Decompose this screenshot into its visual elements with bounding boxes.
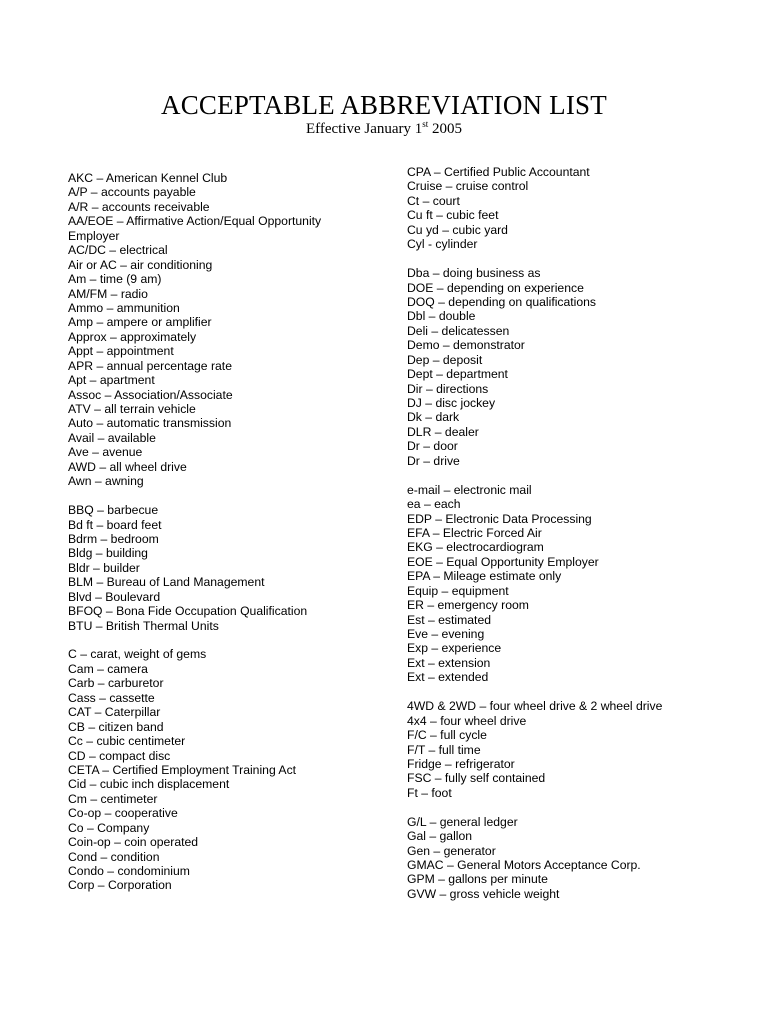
- abbreviation-entry: BFOQ – Bona Fide Occupation Qualification: [68, 604, 308, 619]
- abbreviation-entry: EFA – Electric Forced Air: [407, 525, 542, 540]
- abbreviation-entry: CB – citizen band: [68, 719, 164, 734]
- abbreviation-entry: CD – compact disc: [68, 748, 171, 763]
- abbreviation-entry: Ext – extension: [407, 655, 491, 670]
- abbreviation-entry: EKG – electrocardiogram: [407, 540, 544, 555]
- abbreviation-entry: GVW – gross vehicle weight: [407, 886, 560, 901]
- abbreviation-entry: ATV – all terrain vehicle: [68, 402, 196, 416]
- abbreviation-entry: C – carat, weight of gems: [68, 647, 207, 662]
- abbreviation-entry: Avail – available: [68, 430, 156, 445]
- abbreviation-entry: Bd ft – board feet: [68, 517, 162, 532]
- abbreviation-entry: Corp – Corporation: [68, 878, 172, 893]
- abbreviation-entry: Appt – appointment: [68, 344, 174, 359]
- abbreviation-entry: Blvd – Boulevard: [68, 589, 161, 604]
- abbreviation-entry: 4WD & 2WD – four wheel drive & 2 wheel drive: [407, 699, 663, 714]
- abbreviation-entry: Dk – dark: [407, 410, 460, 425]
- abbreviation-entry: Exp – experience: [407, 641, 502, 656]
- right-column: [407, 165, 727, 916]
- abbreviation-entry: CAT – Caterpillar: [68, 705, 161, 720]
- abbreviation-group: [407, 483, 727, 685]
- abbreviation-entry: F/C – full cycle: [407, 728, 487, 743]
- abbreviation-entry: Apt – apartment: [68, 373, 155, 388]
- abbreviation-entry: Gen – generator: [407, 843, 496, 858]
- abbreviation-entry: BBQ – barbecue: [68, 503, 159, 518]
- abbreviation-entry: DLR – dealer: [407, 424, 479, 439]
- abbreviation-entry: Carb – carburetor: [68, 676, 164, 691]
- abbreviation-entry: Approx – approximately: [68, 329, 197, 344]
- abbreviation-entry: BTU – British Thermal Units: [68, 618, 219, 633]
- abbreviation-entry: Dr – door: [407, 439, 458, 454]
- abbreviation-entry: AC/DC – electrical: [68, 243, 168, 258]
- abbreviation-entry: EOE – Equal Opportunity Employer: [407, 554, 599, 569]
- abbreviation-entry: Dep – deposit: [407, 352, 483, 367]
- abbreviation-entry: GPM – gallons per minute: [407, 872, 548, 887]
- abbreviation-entry: Cm – centimeter: [68, 791, 158, 806]
- abbreviation-entry: Cc – cubic centimeter: [68, 734, 186, 749]
- abbreviation-entry: Deli – delicatessen: [407, 323, 510, 338]
- abbreviation-entry: Dir – directions: [407, 381, 489, 396]
- abbreviation-entry: Awn – awning: [68, 474, 144, 489]
- abbreviation-entry: CETA – Certified Employment Training Act: [68, 762, 297, 777]
- abbreviation-entry: Cam – camera: [68, 661, 148, 676]
- abbreviation-entry: APR – annual percentage rate: [68, 358, 232, 373]
- abbreviation-entry: Dba – doing business as: [407, 266, 541, 281]
- abbreviation-entry: e-mail – electronic mail: [407, 482, 532, 497]
- abbreviation-entry: Cid – cubic inch displacement: [68, 777, 230, 792]
- abbreviation-entry: Ext – extended: [407, 670, 489, 685]
- abbreviation-entry: G/L – general ledger: [407, 814, 518, 829]
- abbreviation-group: [407, 165, 727, 252]
- abbreviation-entry: Fridge – refrigerator: [407, 756, 515, 771]
- abbreviation-entry: Ammo – ammunition: [68, 300, 180, 315]
- abbreviation-entry: Est – estimated: [407, 612, 491, 627]
- abbreviation-entry: ER – emergency room: [407, 598, 529, 613]
- abbreviation-entry: Dept – department: [407, 367, 508, 382]
- abbreviation-entry: 4x4 – four wheel drive: [407, 713, 527, 728]
- abbreviation-group: [68, 647, 378, 892]
- abbreviation-group: [407, 815, 727, 902]
- left-column: [68, 171, 378, 907]
- abbreviation-entry: Eve – evening: [407, 627, 485, 641]
- abbreviation-entry: AKC – American Kennel Club: [68, 171, 228, 185]
- abbreviation-entry: Gal – gallon: [407, 829, 473, 844]
- abbreviation-entry: Bldg – building: [68, 546, 148, 561]
- abbreviation-entry: ea – each: [407, 497, 461, 512]
- abbreviation-entry: F/T – full time: [407, 742, 481, 757]
- abbreviation-entry: Cass – cassette: [68, 690, 155, 705]
- abbreviation-entry: DJ – disc jockey: [407, 396, 496, 410]
- abbreviation-entry: Condo – condominium: [68, 864, 190, 878]
- abbreviation-entry: EDP – Electronic Data Processing: [407, 511, 592, 526]
- abbreviation-entry: Air or AC – air conditioning: [68, 257, 213, 272]
- abbreviation-entry: A/R – accounts receivable: [68, 199, 210, 214]
- abbreviation-entry: GMAC – General Motors Acceptance Corp.: [407, 858, 641, 872]
- abbreviation-entry: AM/FM – radio: [68, 286, 148, 301]
- abbreviation-entry: Amp – ampere or amplifier: [68, 315, 212, 330]
- abbreviation-group: [68, 171, 378, 489]
- abbreviation-entry: DOQ – depending on qualifications: [407, 294, 597, 309]
- abbreviation-entry: Ave – avenue: [68, 445, 143, 460]
- document-title: ACCEPTABLE ABBREVIATION LIST: [161, 90, 607, 120]
- abbreviation-entry: Bldr – builder: [68, 560, 140, 575]
- abbreviation-entry: DOE – depending on experience: [407, 280, 584, 295]
- abbreviation-entry: FSC – fully self contained: [407, 771, 546, 786]
- abbreviation-entry: Ft – foot: [407, 785, 452, 800]
- abbreviation-entry: Equip – equipment: [407, 583, 509, 598]
- abbreviation-entry: Bdrm – bedroom: [68, 531, 159, 546]
- abbreviation-entry: Co-op – cooperative: [68, 806, 178, 821]
- abbreviation-entry: Assoc – Association/Associate: [68, 387, 233, 402]
- abbreviation-entry: CPA – Certified Public Accountant: [407, 165, 590, 179]
- abbreviation-entry: Cond – condition: [68, 849, 160, 864]
- abbreviation-entry: AA/EOE – Affirmative Action/Equal Opportunity: [68, 214, 322, 229]
- abbreviation-entry: BLM – Bureau of Land Management: [68, 575, 265, 590]
- abbreviation-entry: Ct – court: [407, 193, 460, 208]
- abbreviation-entry: Am – time (9 am): [68, 272, 162, 287]
- abbreviation-entry: AWD – all wheel drive: [68, 459, 187, 474]
- effective-date: [0, 119, 768, 139]
- abbreviation-group: [68, 503, 378, 633]
- abbreviation-entry: Coin-op – coin operated: [68, 835, 199, 850]
- effective-date-year: 2005: [428, 121, 463, 137]
- abbreviation-group: [407, 266, 727, 468]
- abbreviation-entry: EPA – Mileage estimate only: [407, 569, 562, 584]
- abbreviation-entry: Cruise – cruise control: [407, 179, 529, 194]
- abbreviation-entry: Employer: [68, 228, 120, 243]
- abbreviation-entry: Auto – automatic transmission: [68, 416, 232, 431]
- abbreviation-entry: Demo – demonstrator: [407, 338, 525, 353]
- abbreviation-entry: A/P – accounts payable: [68, 185, 196, 200]
- abbreviation-entry: Dbl – double: [407, 309, 476, 324]
- abbreviation-entry: Cu ft – cubic feet: [407, 208, 499, 223]
- abbreviation-entry: Cyl - cylinder: [407, 237, 478, 252]
- abbreviation-entry: Cu yd – cubic yard: [407, 222, 508, 237]
- abbreviation-entry: Dr – drive: [407, 453, 460, 468]
- abbreviation-group: [407, 699, 727, 800]
- effective-date-ordinal: st: [422, 119, 429, 129]
- effective-date-prefix: Effective January 1: [305, 121, 423, 137]
- abbreviation-entry: Co – Company: [68, 820, 150, 835]
